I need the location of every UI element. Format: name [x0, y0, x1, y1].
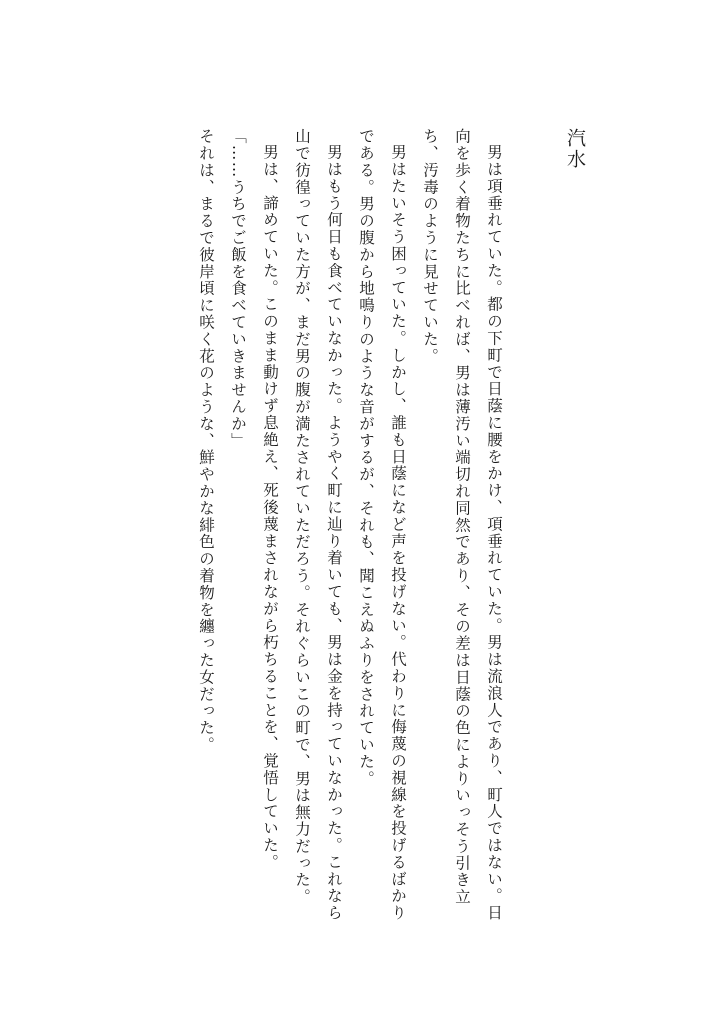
- dialogue-line: 「……うちでご飯を食べていきませんか」: [229, 128, 247, 450]
- paragraph-1: 男は項垂れていた。都の下町で日蔭に腰をかけ、項垂れていた。男は流浪人であり、町人ではない。日向を歩く着物たちに比べれば、男は薄汚い端切れ同然であり、その差は日蔭の色によりいっそう引き立ち、汚毒のように見せていた。: [421, 128, 503, 921]
- paragraph-2: 男はたいそう困っていた。しかし、誰も日蔭になど声を投げない。代わりに侮蔑の視線を投げるばかりである。男の腹から地鳴りのような音がするが、それも、聞こえぬふりをされていた。: [357, 128, 407, 921]
- paragraph-4: 男は、諦めていた。このまま動けず息絶え、死後蔑まされながら朽ちることを、覚悟していた。: [261, 143, 279, 871]
- story-title: 汽水: [564, 128, 586, 170]
- paragraph-6: それは、まるで彼岸頃に咲く花のような、鮮やかな緋色の着物を纏った女だった。: [197, 128, 215, 754]
- paragraph-3: 男はもう何日も食べていなかった。ようやく町に辿り着いても、男は金を持っていなかった。これなら山で彷徨っていた方が、まだ男の腹が満たされていただろう。それぐらいこの町で、男は無力だった。: [293, 128, 343, 921]
- story-body: [150, 128, 510, 928]
